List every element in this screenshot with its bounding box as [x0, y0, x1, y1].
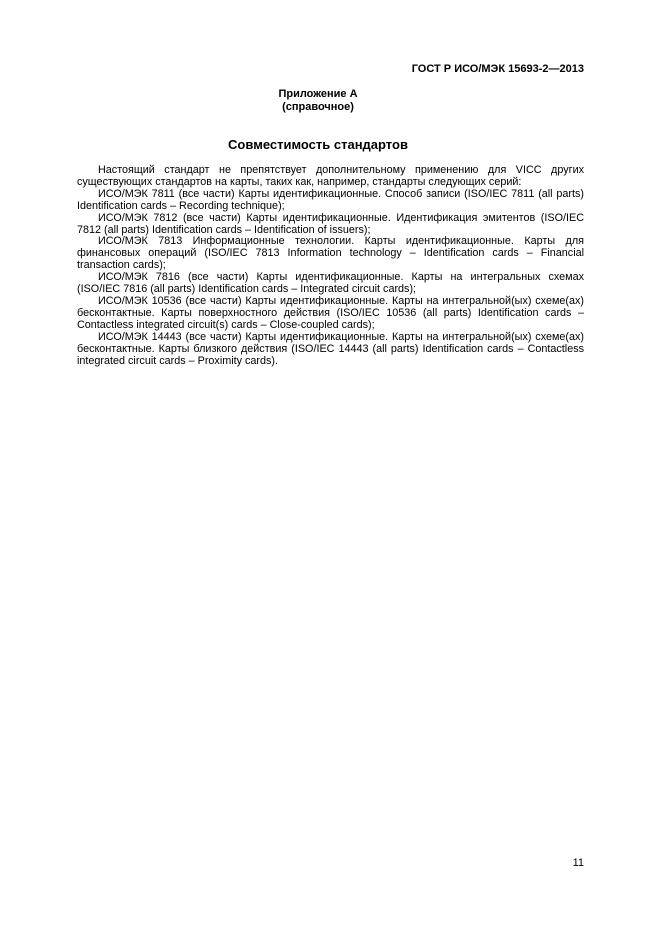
annex-title: Приложение А: [278, 88, 358, 100]
page-number: 11: [572, 857, 584, 869]
paragraph-iso-14443: [77, 332, 584, 368]
annex-heading: [0, 88, 636, 114]
paragraph-text: Настоящий стандарт не препятствует дополнительному применению для VICC других существующих стандартов на карты, таких как, например, стандарты следующих серий:: [77, 164, 584, 188]
annex-subtitle: (справочное): [282, 101, 354, 113]
paragraph-text: ИСО/МЭК 7816 (все части) Карты идентификационные. Карты на интегральных схемах (ISO/IEC 7816 (all parts) Identification cards – Integrated circuit cards);: [77, 271, 584, 296]
paragraph-iso-10536: [77, 296, 584, 332]
paragraph-iso-7813: [77, 236, 584, 272]
paragraph-text: ИСО/МЭК 7811 (все части) Карты идентификационные. Способ записи (ISO/IEC 7811 (all parts) Identification cards – Recording technique);: [77, 187, 584, 212]
section-title: Совместимость стандартов: [228, 137, 408, 152]
body-text: [77, 165, 584, 367]
paragraph-text: ИСО/МЭК 7812 (все части) Карты идентификационные. Идентификация эмитентов (ISO/IEC 7812 (all parts) Identification cards – Identification of issuers);: [77, 211, 584, 236]
paragraph-text: ИСО/МЭК 10536 (все части) Карты идентификационные. Карты на интегральной(ых) схеме(ах) бесконтактные. Карты поверхностного действия (ISO/IEC 10536 (all parts) Identification cards – Contactless integrated circuit(s) cards – Close-coupled cards);: [77, 294, 584, 331]
paragraph-text: ИСО/МЭК 7813 Информационные технологии. Карты идентификационные. Карты для финансовых операций (ISO/IEC 7813 Information technology – Identification cards – Financial transaction cards);: [77, 235, 584, 272]
paragraph-intro: [77, 165, 584, 189]
document-code: ГОСТ Р ИСО/МЭК 15693-2—2013: [411, 63, 584, 75]
paragraph-iso-7816: [77, 272, 584, 296]
paragraph-iso-7812: [77, 213, 584, 237]
paragraph-iso-7811: [77, 189, 584, 213]
paragraph-text: ИСО/МЭК 14443 (все части) Карты идентификационные. Карты на интегральной(ых) схеме(ах) бесконтактные. Карты близкого действия (ISO/IEC 14443 (all parts) Identification cards – Contactless integrated circuit cards – Proximity cards).: [77, 330, 584, 367]
